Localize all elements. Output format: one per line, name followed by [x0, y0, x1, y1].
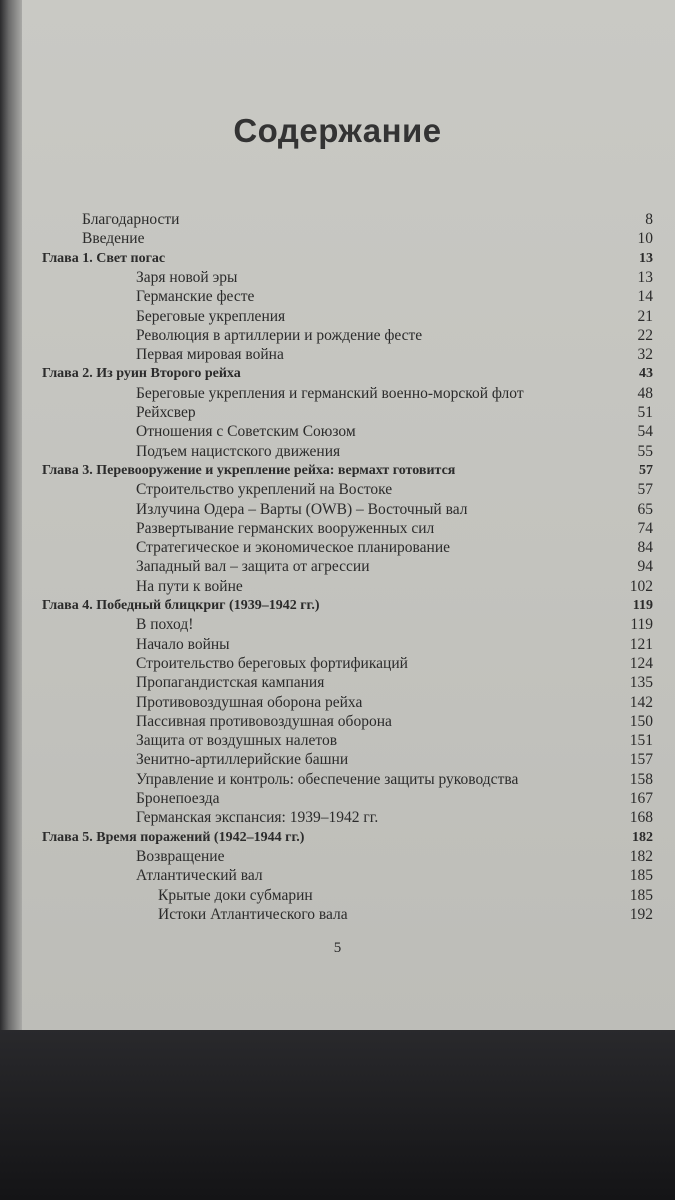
- toc-entry-title: Управление и контроль: обеспечение защиты руководства: [136, 770, 519, 788]
- toc-entry-title: Строительство укреплений на Востоке: [136, 481, 393, 499]
- toc-entry: [0, 731, 675, 751]
- toc-entry-title: На пути к войне: [136, 577, 243, 595]
- toc-entry-page: 182: [632, 829, 653, 845]
- toc-entry-title: Возвращение: [136, 847, 225, 865]
- toc-entry: [0, 635, 675, 655]
- toc-entry-title: Первая мировая война: [136, 346, 284, 364]
- toc-entry: [0, 229, 675, 249]
- toc-entry-title: Крытые доки субмарин: [158, 886, 313, 904]
- toc-entry-page: 121: [629, 635, 653, 653]
- toc-entry-title: Германские фесте: [136, 288, 255, 306]
- toc-entry-title: Начало войны: [136, 635, 230, 653]
- toc-entry-page: 84: [637, 539, 653, 557]
- toc-entry-page: 55: [637, 442, 653, 460]
- toc-entry-page: 14: [637, 288, 653, 306]
- toc-entry-page: 57: [639, 462, 653, 478]
- toc-entry: [0, 287, 675, 307]
- toc-entry-page: 157: [629, 751, 653, 769]
- toc-entry: [0, 422, 675, 442]
- toc-entry-title: Революция в артиллерии и рождение фесте: [136, 326, 423, 344]
- toc-entry-title: Стратегическое и экономическое планирование: [136, 539, 451, 557]
- toc-entry: [0, 789, 675, 809]
- toc-entry-title: Атлантический вал: [136, 867, 263, 885]
- toc-entry-title: Глава 3. Перевооружение и укрепление рейха: вермахт готовится: [42, 462, 456, 478]
- toc-entry-page: 74: [637, 519, 653, 537]
- toc-entry: [0, 210, 675, 230]
- toc-entry: [0, 750, 675, 770]
- toc-entry-page: 8: [645, 211, 653, 228]
- toc-entry-title: Противовоздушная оборона рейха: [136, 693, 363, 711]
- toc-entry: [0, 886, 675, 906]
- toc-entry-page: 65: [637, 500, 653, 518]
- toc-entry-page: 48: [637, 384, 653, 402]
- toc-entry-page: 94: [637, 558, 653, 576]
- toc-chapter-entry: [0, 461, 675, 481]
- toc-entry-title: Германская экспансия: 1939–1942 гг.: [136, 809, 379, 827]
- toc-entry-page: 182: [629, 847, 653, 865]
- toc-entry-page: 32: [637, 346, 653, 364]
- toc-entry-title: Западный вал – защита от агрессии: [136, 558, 370, 576]
- background-surface: [0, 1030, 675, 1200]
- toc-entry-page: 21: [637, 307, 653, 325]
- toc-chapter-entry: [0, 249, 675, 269]
- toc-entry: [0, 268, 675, 288]
- toc-entry-page: 13: [637, 268, 653, 286]
- toc-entry-title: Глава 4. Победный блицкриг (1939–1942 гг.): [42, 598, 320, 613]
- toc-chapter-entry: [0, 364, 675, 384]
- toc-entry: [0, 442, 675, 462]
- toc-entry-title: Подъем нацистского движения: [136, 442, 341, 460]
- toc-entry-page: 135: [629, 674, 653, 692]
- toc-entry: [0, 326, 675, 346]
- toc-chapter-entry: [0, 828, 675, 848]
- toc-entry-page: 57: [637, 481, 653, 499]
- toc-entry-title: В поход!: [136, 616, 194, 634]
- toc-entry: [0, 654, 675, 674]
- toc-entry-page: 167: [629, 790, 653, 807]
- toc-entry-title: Глава 5. Время поражений (1942–1944 гг.): [42, 829, 305, 845]
- toc-entry: [0, 673, 675, 693]
- page-title: Содержание: [233, 112, 442, 149]
- toc-entry: [0, 770, 675, 790]
- toc-entry-title: Береговые укрепления и германский военно-морской флот: [136, 384, 524, 402]
- toc-entry-page: 119: [632, 598, 653, 613]
- toc-entry-title: Защита от воздушных налетов: [136, 732, 338, 750]
- toc-entry-title: Рейхсвер: [136, 404, 196, 421]
- toc-entry: [0, 693, 675, 713]
- toc-entry-title: Развертывание германских вооруженных сил: [136, 519, 435, 537]
- toc-entry: [0, 866, 675, 886]
- toc-entry-title: Береговые укрепления: [136, 307, 286, 325]
- toc-entry: [0, 403, 675, 423]
- toc-entry: [0, 712, 675, 732]
- toc-entry: [0, 808, 675, 828]
- toc-entry-page: 10: [637, 230, 653, 248]
- toc-entry-title: Строительство береговых фортификаций: [136, 654, 408, 672]
- toc-entry: [0, 480, 675, 500]
- toc-entry-page: 124: [629, 654, 653, 672]
- toc-entry-title: Бронепоезда: [136, 790, 220, 807]
- toc-entry-page: 185: [629, 886, 653, 904]
- toc-entry-title: Истоки Атлантического вала: [158, 905, 348, 923]
- toc-entry: [0, 847, 675, 867]
- toc-entry-page: 142: [629, 693, 653, 711]
- toc-entry-page: 13: [639, 250, 653, 266]
- toc-entry: [0, 538, 675, 558]
- toc-entry-page: 102: [629, 577, 653, 595]
- toc-entry-page: 51: [637, 404, 653, 421]
- toc-entry: [0, 577, 675, 597]
- toc-entry-page: 54: [637, 423, 653, 441]
- toc-entry-title: Введение: [82, 230, 145, 248]
- toc-entry-title: Отношения с Советским Союзом: [136, 423, 356, 441]
- toc-entry-title: Пропагандистская кампания: [136, 674, 325, 692]
- toc-entry: [0, 615, 675, 635]
- toc-entry: [0, 519, 675, 539]
- toc-entry-page: 192: [629, 905, 653, 923]
- toc-entry-title: Благодарности: [82, 211, 180, 228]
- toc-entry-page: 185: [629, 867, 653, 885]
- toc-entry-title: Глава 2. Из руин Второго рейха: [42, 366, 241, 382]
- toc-entry: [0, 384, 675, 404]
- toc-entry-title: Излучина Одера – Варты (OWB) – Восточный вал: [136, 500, 468, 518]
- toc-entry-page: 158: [629, 770, 653, 788]
- toc-entry: [0, 557, 675, 577]
- toc-entry: [0, 905, 675, 925]
- toc-entry-title: Зенитно-артиллерийские башни: [136, 751, 349, 769]
- toc-chapter-entry: [0, 596, 675, 616]
- toc-entry-page: 150: [629, 712, 653, 730]
- toc-entry: [0, 500, 675, 520]
- toc-entry-page: 151: [629, 732, 653, 750]
- toc-entry-title: Заря новой эры: [136, 268, 238, 286]
- toc-entry-page: 22: [637, 326, 653, 344]
- toc-entry-title: Глава 1. Свет погас: [42, 250, 166, 266]
- toc-entry: [0, 345, 675, 365]
- toc-entry-title: Пассивная противовоздушная оборона: [136, 712, 392, 730]
- toc-entry-page: 168: [629, 809, 653, 827]
- toc-entry-page: 119: [630, 616, 653, 634]
- page-number: 5: [333, 940, 342, 956]
- toc-entry-page: 43: [639, 366, 653, 382]
- toc-entry: [0, 307, 675, 327]
